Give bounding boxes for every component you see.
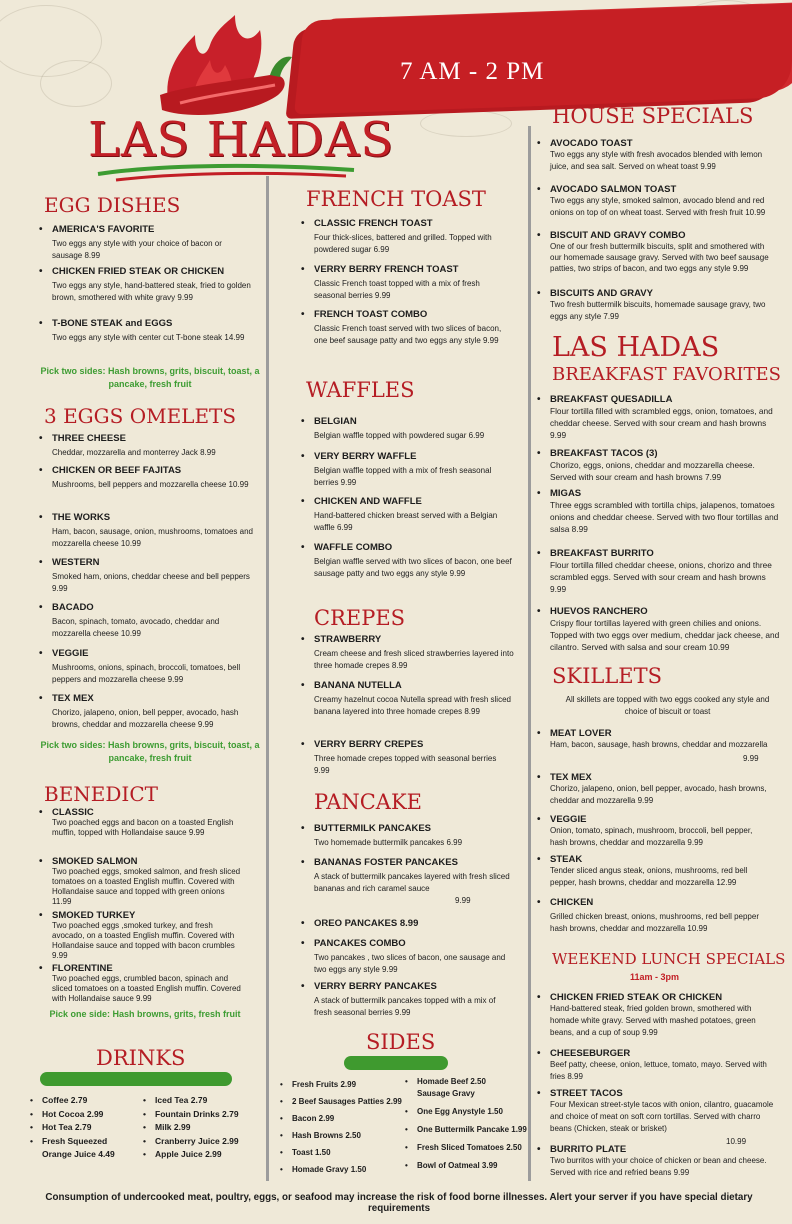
- menu-item: • AMERICA'S FAVORITE Two eggs any style with your choice of bacon or sausage 8.99: [52, 224, 252, 262]
- item-name: VERRY BERRY FRENCH TOAST: [314, 264, 459, 275]
- list-item: • Hash Browns 2.50: [280, 1127, 402, 1144]
- menu-item: • VEGGIE Onion, tomato, spinach, mushroom, broccoli, bell pepper, hash browns, cheddar and mozzarella 9.99: [550, 814, 765, 849]
- item-name: CHICKEN AND WAFFLE: [314, 496, 422, 507]
- item-desc: Bacon, spinach, tomato, avocado, cheddar and mozzarella cheese 10.99: [52, 617, 220, 638]
- item-desc: Two poached eggs, smoked salmon, and fresh sliced tomatoes on a toasted English muffin. Covered with Hollandaise sauce and topped with green onions 11.99: [52, 867, 241, 906]
- list-item: • Coffee 2.79: [30, 1094, 140, 1108]
- section-title-skillets: SKILLETS: [552, 664, 662, 688]
- menu-item: • BISCUITS AND GRAVY Two fresh buttermilk biscuits, homemade sausage gravy, two eggs any style 7.99: [550, 288, 775, 323]
- item-name: TEX MEX: [52, 693, 94, 704]
- item-desc: Grilled chicken breast, onions, mushrooms, red bell pepper hash browns, cheddar and mozzarella 10.99: [550, 912, 759, 933]
- menu-item: • AVOCADO SALMON TOAST Two eggs any style, smoked salmon, avocado blend and red onions on top of on wheat toast. Served with fresh fruit 10.99: [550, 184, 775, 219]
- allergy-disclaimer: Consumption of undercooked meat, poultry, eggs, or seafood may increase the risk of food borne illnesses. Alert your server if you have special dietary requirements: [45, 1192, 753, 1214]
- list-item: • 2 Beef Sausages Patties 2.99: [280, 1093, 402, 1110]
- item-desc: Two eggs any style, hand-battered steak, fried to golden brown, smothered with white gravy 9.99: [52, 281, 251, 302]
- item-desc: Mushrooms, onions, spinach, broccoli, tomatoes, bell peppers and mozzarella cheese 9.99: [52, 663, 241, 684]
- drinks-list-right: [143, 1094, 263, 1162]
- item-desc: Flour tortilla filled with scrambled eggs, onion, tomatoes, and cheddar cheese. Served with sour cream and hash browns 9.99: [550, 406, 773, 440]
- menu-item: • STRAWBERRY Cream cheese and fresh sliced strawberries layered into three homade crepes 8.99: [301, 634, 514, 670]
- item-name: STRAWBERRY: [314, 634, 382, 645]
- item-desc: Chorizo, jalapeno, onion, bell pepper, avocado, hash browns, cheddar and mozzarella cheese 9.99: [52, 708, 239, 729]
- menu-item: • TEX MEX Chorizo, jalapeno, onion, bell pepper, avocado, hash browns, cheddar and mozzarella 9.99: [550, 772, 775, 807]
- menu-item: • MEAT LOVER Ham, bacon, sausage, hash browns, cheddar and mozzarella: [550, 728, 775, 751]
- item-desc: A stack of buttermilk pancakes layered with fresh sliced bananas and rich caramel sauce: [314, 872, 510, 893]
- item-price: 9.99: [455, 896, 471, 905]
- item-name: CLASSIC: [52, 807, 94, 818]
- menu-item: • BURRITO PLATE Two burritos with your choice of chicken or bean and cheese. Served with rice and refried beans 9.99: [550, 1144, 778, 1179]
- list-item: • Iced Tea 2.79: [143, 1094, 263, 1108]
- item-name: BISCUITS AND GRAVY: [550, 288, 653, 299]
- sides-list-left: [280, 1076, 402, 1178]
- section-title-drinks: DRINKS: [96, 1046, 186, 1070]
- sketch-decoration: [40, 60, 112, 107]
- list-item: • Fresh Fruits 2.99: [280, 1076, 402, 1093]
- menu-item: • BELGIAN Belgian waffle topped with powdered sugar 6.99: [314, 416, 514, 442]
- item-name: CLASSIC FRENCH TOAST: [314, 218, 433, 229]
- section-title-egg-dishes: EGG DISHES: [44, 193, 181, 217]
- item-name: SMOKED TURKEY: [52, 910, 136, 921]
- menu-item: • VEGGIE Mushrooms, onions, spinach, broccoli, tomatoes, bell peppers and mozzarella cheese 9.99: [52, 648, 257, 686]
- menu-item: • STREET TACOS Four Mexican street-style tacos with onion, cilantro, guacamole and choice of meat on soft corn tortillas. Served with charro beans (Chicken, steak or brisket): [550, 1088, 778, 1135]
- menu-item: • BANANA NUTELLA Creamy hazelnut cocoa Nutella spread with fresh sliced banana layered into three homade crepes 8.99: [314, 680, 514, 718]
- item-desc: Smoked ham, onions, cheddar cheese and bell peppers 9.99: [52, 572, 250, 593]
- menu-item: • CHICKEN Grilled chicken breast, onions, mushrooms, red bell pepper hash browns, cheddar and mozzarella 10.99: [550, 897, 778, 935]
- menu-item: • THREE CHEESE Cheddar, mozzarella and monterrey Jack 8.99: [52, 433, 257, 459]
- menu-item: • BREAKFAST BURRITO Flour tortilla filled cheddar cheese, onions, chorizo and three scrambled eggs. Served with sour cream and hash browns 9.99: [550, 548, 780, 595]
- section-title-las-hadas: LAS HADAS: [552, 332, 720, 363]
- sketch-decoration: [420, 110, 512, 137]
- drinks-list-left: [30, 1094, 140, 1162]
- sides-note: Pick one side: Hash browns, grits, fresh fruit: [49, 1009, 241, 1019]
- menu-item: • AVOCADO TOAST Two eggs any style with fresh avocados blended with lemon juice, and sea salt. Served on wheat toast 9.99: [550, 138, 775, 173]
- item-desc: Crispy flour tortillas layered with green chilies and onions. Topped with two eggs over medium, cheddar jack cheese, and cilantro. Served with salsa and sour cream 10.99: [550, 618, 780, 652]
- list-item: • Bowl of Oatmeal 3.99: [405, 1160, 527, 1172]
- item-name: AMERICA'S FAVORITE: [52, 224, 155, 235]
- item-name: AVOCADO TOAST: [550, 138, 633, 149]
- list-item: • Cranberry Juice 2.99: [143, 1135, 263, 1149]
- item-name: CHICKEN OR BEEF FAJITAS: [52, 465, 182, 476]
- menu-item: • FLORENTINE Two poached eggs, crumbled bacon, spinach and sliced tomatoes on a toasted English muffin. Covered with Hollandaise sauce 9.99: [39, 963, 241, 1003]
- item-name: VERY BERRY WAFFLE: [314, 451, 417, 462]
- item-name: VERRY BERRY PANCAKES: [314, 981, 437, 992]
- menu-item: • CHICKEN FRIED STEAK OR CHICKEN Two eggs any style, hand-battered steak, fried to golden brown, smothered with white gravy 9.99: [39, 266, 251, 302]
- menu-item: • T-BONE STEAK and EGGS Two eggs any style with center cut T-bone steak 14.99: [52, 318, 252, 344]
- item-desc: Chorizo, jalapeno, onion, bell pepper, avocado, hash browns, cheddar and mozzarella 9.99: [550, 784, 767, 805]
- menu-item: • WAFFLE COMBO Belgian waffle served with two slices of bacon, one beef sausage patty and two eggs any style 9.99: [314, 542, 514, 580]
- item-desc: Four Mexican street-style tacos with onion, cilantro, guacamole and choice of meat on soft corn tortillas. Served with charro beans (Chicken, steak or brisket): [550, 1100, 774, 1133]
- item-name: WAFFLE COMBO: [314, 542, 393, 553]
- item-desc: Ham, bacon, sausage, hash browns, cheddar and mozzarella: [550, 740, 768, 749]
- menu-item: • WESTERN Smoked ham, onions, cheddar cheese and bell peppers 9.99: [52, 557, 257, 595]
- item-desc: Onion, tomato, spinach, mushroom, broccoli, bell pepper, hash browns, cheddar and mozzarella 9.99: [550, 826, 753, 847]
- list-item: • Apple Juice 2.99: [143, 1148, 263, 1162]
- item-name: BUTTERMILK PANCAKES: [314, 823, 431, 834]
- menu-item: • CHICKEN AND WAFFLE Hand-battered chicken breast served with a Belgian waffle 6.99: [314, 496, 514, 534]
- item-name: BREAKFAST BURRITO: [550, 548, 654, 559]
- item-desc: Tender sliced angus steak, onions, mushrooms, red bell pepper, hash browns, cheddar and mozzarella 12.99: [550, 866, 748, 887]
- item-name: AVOCADO SALMON TOAST: [550, 184, 677, 195]
- column-divider: [528, 126, 531, 1181]
- column-divider: [266, 176, 269, 1181]
- item-name: T-BONE STEAK and EGGS: [52, 318, 173, 329]
- item-desc: Classic French toast served with two slices of bacon, one beef sausage patty and two eggs any style 9.99: [314, 324, 502, 345]
- item-desc: Cream cheese and fresh sliced strawberries layered into three homade crepes 8.99: [314, 649, 514, 670]
- section-title-weekend-lunch: WEEKEND LUNCH SPECIALS: [552, 950, 786, 968]
- item-desc: A stack of buttermilk pancakes topped with a mix of fresh seasonal berries 9.99: [314, 996, 496, 1017]
- sides-list-right: [405, 1076, 527, 1172]
- item-name: STEAK: [550, 854, 583, 865]
- list-item: • Fountain Drinks 2.79: [143, 1108, 263, 1122]
- item-desc: Creamy hazelnut cocoa Nutella spread with fresh sliced banana layered into three homade crepes 8.99: [314, 695, 511, 716]
- section-title-breakfast-favorites: BREAKFAST FAVORITES: [552, 364, 781, 385]
- item-name: BANANAS FOSTER PANCAKES: [314, 857, 458, 868]
- item-name: TEX MEX: [550, 772, 592, 783]
- list-item: • Hot Cocoa 2.99: [30, 1108, 140, 1122]
- list-item-continued: Orange Juice 4.49: [42, 1149, 115, 1159]
- menu-item: • SMOKED TURKEY Two poached eggs ,smoked turkey, and fresh avocado, on a toasted English muffin. Covered with Hollandaise sauce and topped with bacon crumbles 9.99: [52, 910, 242, 961]
- item-name: BELGIAN: [314, 416, 357, 427]
- item-desc: Belgian waffle served with two slices of bacon, one beef sausage patty and two eggs any style 9.99: [314, 557, 512, 578]
- section-title-crepes: CREPES: [314, 606, 406, 630]
- item-desc: Classic French toast topped with a mix of fresh seasonal berries 9.99: [314, 279, 480, 300]
- item-desc: Three eggs scrambled with tortilla chips, jalapenos, tomatoes onions and cheddar cheese. Served with two flour tortillas and salsa 8.99: [550, 500, 779, 534]
- menu-item: • VERY BERRY WAFFLE Belgian waffle topped with a mix of fresh seasonal berries 9.99: [314, 451, 514, 489]
- item-name: HUEVOS RANCHERO: [550, 606, 648, 617]
- list-item: • Bacon 2.99: [280, 1110, 402, 1127]
- item-name: FRENCH TOAST COMBO: [314, 309, 428, 320]
- menu-item: • VERRY BERRY PANCAKES A stack of buttermilk pancakes topped with a mix of fresh seasonal berries 9.99: [314, 981, 514, 1019]
- item-desc: Three homade crepes topped with seasonal berries 9.99: [314, 754, 497, 775]
- list-item: • Hot Tea 2.79: [30, 1121, 140, 1135]
- item-price: 9.99: [743, 754, 759, 763]
- item-desc: Two eggs any style with your choice of bacon or sausage 8.99: [52, 239, 222, 260]
- list-item: • Homade Beef 2.50: [405, 1076, 527, 1088]
- item-desc: Two poached eggs, crumbled bacon, spinach and sliced tomatoes on a toasted English muffin. Covered with Hollandaise sauce 9.99: [52, 974, 241, 1003]
- skillets-note: All skillets are topped with two eggs cooked any style and choice of biscuit or toast: [565, 695, 770, 716]
- item-name: WESTERN: [52, 557, 100, 568]
- item-desc: Two pancakes , two slices of bacon, one sausage and two eggs any style 9.99: [314, 953, 506, 974]
- item-name: STREET TACOS: [550, 1088, 623, 1099]
- item-desc: Belgian waffle topped with powdered sugar 6.99: [314, 431, 485, 440]
- sides-note: Pick two sides: Hash browns, grits, biscuit, toast, a pancake, fresh fruit: [40, 740, 260, 763]
- menu-item: • VERRY BERRY CREPES Three homade crepes topped with seasonal berries 9.99: [314, 739, 514, 777]
- lunch-hours: 11am - 3pm: [630, 972, 680, 982]
- item-name: MIGAS: [550, 488, 582, 499]
- item-name: MEAT LOVER: [550, 728, 612, 739]
- item-name: VERRY BERRY CREPES: [314, 739, 424, 750]
- item-name: VEGGIE: [550, 814, 587, 825]
- item-desc: Chorizo, eggs, onions, cheddar and mozzarella cheese. Served with sour cream and hash browns 7.99: [550, 460, 755, 482]
- section-title-benedict: BENEDICT: [44, 782, 158, 806]
- item-name: BURRITO PLATE: [550, 1144, 627, 1155]
- item-desc: Two eggs any style with center cut T-bone steak 14.99: [52, 333, 245, 342]
- item-name: BREAKFAST TACOS (3): [550, 448, 658, 459]
- menu-item: • CHICKEN OR BEEF FAJITAS Mushrooms, bell peppers and mozzarella cheese 10.99: [52, 465, 257, 491]
- menu-item: • FRENCH TOAST COMBO Classic French toast served with two slices of bacon, one beef sausage patty and two eggs any style 9.99: [314, 309, 514, 347]
- menu-item: • MIGAS Three eggs scrambled with tortilla chips, jalapenos, tomatoes onions and cheddar cheese. Served with two flour tortillas and salsa 8.99: [537, 488, 779, 534]
- item-desc: Two eggs any style with fresh avocados blended with lemon juice, and sea salt. Served on wheat toast 9.99: [550, 150, 763, 171]
- menu-item: • BREAKFAST QUESADILLA Flour tortilla filled with scrambled eggs, onion, tomatoes, and cheddar cheese. Served with sour cream and hash browns 9.99: [550, 394, 780, 441]
- item-desc: Two fresh buttermilk biscuits, homemade sausage gravy, two eggs any style 7.99: [550, 300, 766, 321]
- item-name: VEGGIE: [52, 648, 89, 659]
- item-name: CHICKEN: [550, 897, 594, 908]
- menu-item: • CLASSIC FRENCH TOAST Four thick-slices, battered and grilled. Topped with powdered sugar 6.99: [314, 218, 514, 256]
- item-desc: Beef patty, cheese, onion, lettuce, tomato, mayo. Served with fries 8.99: [550, 1060, 767, 1081]
- menu-item: • CHEESEBURGER Beef patty, cheese, onion, lettuce, tomato, mayo. Served with fries 8.99: [550, 1048, 778, 1083]
- logo-title: LAS HADAS: [88, 112, 395, 168]
- list-item: • Milk 2.99: [143, 1121, 263, 1135]
- section-title-french-toast: FRENCH TOAST: [306, 187, 486, 211]
- sides-green-bar: [344, 1056, 448, 1070]
- item-desc: Mushrooms, bell peppers and mozzarella cheese 10.99: [52, 480, 249, 489]
- list-item: • Homade Gravy 1.50: [280, 1161, 402, 1178]
- menu-item: • STEAK Tender sliced angus steak, onions, mushrooms, red bell pepper, hash browns, cheddar and mozzarella 12.99: [550, 854, 775, 889]
- item-desc: Two eggs any style, smoked salmon, avocado blend and red onions on top of on wheat toast. Served with fresh fruit 10.99: [550, 196, 766, 217]
- item-desc: Flour tortilla filled cheddar cheese, onions, chorizo and three scrambled eggs. Served with sour cream and hash browns 9.99: [550, 560, 772, 594]
- drinks-green-bar: [40, 1072, 232, 1086]
- menu-item: • CLASSIC Two poached eggs and bacon on a toasted English muffin, topped with Hollandaise sauce 9.99: [52, 807, 242, 838]
- item-name: BANANA NUTELLA: [314, 680, 402, 691]
- menu-item: • THE WORKS Ham, bacon, sausage, onion, mushrooms, tomatoes and mozzarella cheese 10.99: [52, 512, 257, 550]
- item-desc: Hand-battered chicken breast served with a Belgian waffle 6.99: [314, 511, 498, 532]
- item-desc: Two burritos with your choice of chicken or bean and cheese. Served with rice and refried beans 9.99: [550, 1156, 767, 1177]
- item-desc: Two poached eggs ,smoked turkey, and fresh avocado, on a toasted English muffin. Covered with Hollandaise sauce and topped with bacon crumbles 9.99: [52, 921, 235, 960]
- item-desc: Cheddar, mozzarella and monterrey Jack 8.99: [52, 448, 216, 457]
- menu-item: • SMOKED SALMON Two poached eggs, smoked salmon, and fresh sliced tomatoes on a toasted English muffin. Covered with Hollandaise sauce and topped with green onions 11.99: [39, 856, 241, 906]
- sides-note: Pick two sides: Hash browns, grits, biscuit, toast, a pancake, fresh fruit: [40, 366, 260, 389]
- item-desc: Four thick-slices, battered and grilled. Topped with powdered sugar 6.99: [314, 233, 492, 254]
- list-item: • Toast 1.50: [280, 1144, 402, 1161]
- menu-item: • BACADO Bacon, spinach, tomato, avocado, cheddar and mozzarella cheese 10.99: [52, 602, 257, 640]
- menu-item: • BANANAS FOSTER PANCAKES A stack of buttermilk pancakes layered with fresh sliced bananas and rich caramel sauce: [314, 857, 514, 895]
- list-item: • Fresh Squeezed: [30, 1135, 140, 1149]
- section-title-waffles: WAFFLES: [306, 378, 415, 402]
- menu-item: • PANCAKES COMBO Two pancakes , two slices of bacon, one sausage and two eggs any style 9.99: [314, 938, 514, 976]
- section-title-sides: SIDES: [366, 1030, 436, 1054]
- menu-item: • VERRY BERRY FRENCH TOAST Classic French toast topped with a mix of fresh seasonal berries 9.99: [314, 264, 514, 302]
- hours-text: 7 AM - 2 PM: [400, 58, 545, 85]
- menu-item: • BREAKFAST TACOS (3) Chorizo, eggs, onions, cheddar and mozzarella cheese. Served with sour cream and hash browns 7.99: [550, 448, 780, 483]
- item-name: BREAKFAST QUESADILLA: [550, 394, 673, 405]
- item-name: PANCAKES COMBO: [314, 938, 406, 949]
- item-name: BISCUIT AND GRAVY COMBO: [550, 230, 686, 241]
- item-name: THREE CHEESE: [52, 433, 126, 444]
- item-name: THE WORKS: [52, 512, 111, 523]
- section-title-pancake: PANCAKE: [314, 790, 422, 814]
- list-item: • One Egg Anystyle 1.50: [405, 1106, 527, 1118]
- item-name: CHEESEBURGER: [550, 1048, 631, 1059]
- item-desc: Two homemade buttermilk pancakes 6.99: [314, 838, 463, 847]
- menu-item: • CHICKEN FRIED STEAK OR CHICKEN Hand-battered steak, fried golden brown, smothered with homade white gravy. Served with mashed potatoes, green beans, and a cup of soup 9.99: [550, 992, 778, 1039]
- section-title-omelets: 3 EGGS OMELETS: [44, 404, 237, 428]
- item-name: BACADO: [52, 602, 94, 613]
- list-item-continued: Sausage Gravy: [417, 1089, 475, 1098]
- item-name: CHICKEN FRIED STEAK OR CHICKEN: [550, 992, 723, 1003]
- menu-item: • TEX MEX Chorizo, jalapeno, onion, bell pepper, avocado, hash browns, cheddar and mozzarella cheese 9.99: [52, 693, 257, 731]
- menu-item: • HUEVOS RANCHERO Crispy flour tortillas layered with green chilies and onions. Topped with two eggs over medium, cheddar jack cheese, and cilantro. Served with salsa and sour cream 10.99: [537, 606, 780, 652]
- list-item: • One Buttermilk Pancake 1.99: [405, 1124, 527, 1136]
- item-desc: Belgian waffle topped with a mix of fresh seasonal berries 9.99: [314, 466, 492, 487]
- item-desc: Ham, bacon, sausage, onion, mushrooms, tomatoes and mozzarella cheese 10.99: [52, 527, 253, 548]
- item-desc: Two poached eggs and bacon on a toasted English muffin, topped with Hollandaise sauce 9.99: [52, 818, 234, 837]
- item-price: 10.99: [726, 1137, 747, 1146]
- menu-item: • BISCUIT AND GRAVY COMBO One of our fresh buttermilk biscuits, split and smothered with our homemade sausage gravy. Served with two beef sausage patties, two strips of bacon, and two eggs any style 9.99: [550, 230, 775, 274]
- item-name: SMOKED SALMON: [52, 856, 138, 867]
- item-desc: One of our fresh buttermilk biscuits, split and smothered with our homemade sausage gravy. Served with two beef sausage patties, two strips of bacon, and two eggs any style 9.99: [550, 242, 769, 273]
- section-title-house-specials: HOUSE SPECIALS: [552, 104, 754, 128]
- item-desc: Hand-battered steak, fried golden brown, smothered with homade white gravy. Served with mashed potatoes, green beans, and a cup of soup 9.99: [550, 1004, 756, 1037]
- item-name: FLORENTINE: [52, 963, 113, 974]
- list-item: • Fresh Sliced Tomatoes 2.50: [405, 1142, 527, 1154]
- menu-item: • BUTTERMILK PANCAKES Two homemade buttermilk pancakes 6.99: [314, 823, 514, 849]
- menu-item: • OREO PANCAKES 8.99: [314, 918, 514, 929]
- item-name: CHICKEN FRIED STEAK OR CHICKEN: [52, 266, 225, 277]
- item-name: OREO PANCAKES 8.99: [314, 918, 419, 929]
- logo-swoosh-icon: [96, 160, 356, 184]
